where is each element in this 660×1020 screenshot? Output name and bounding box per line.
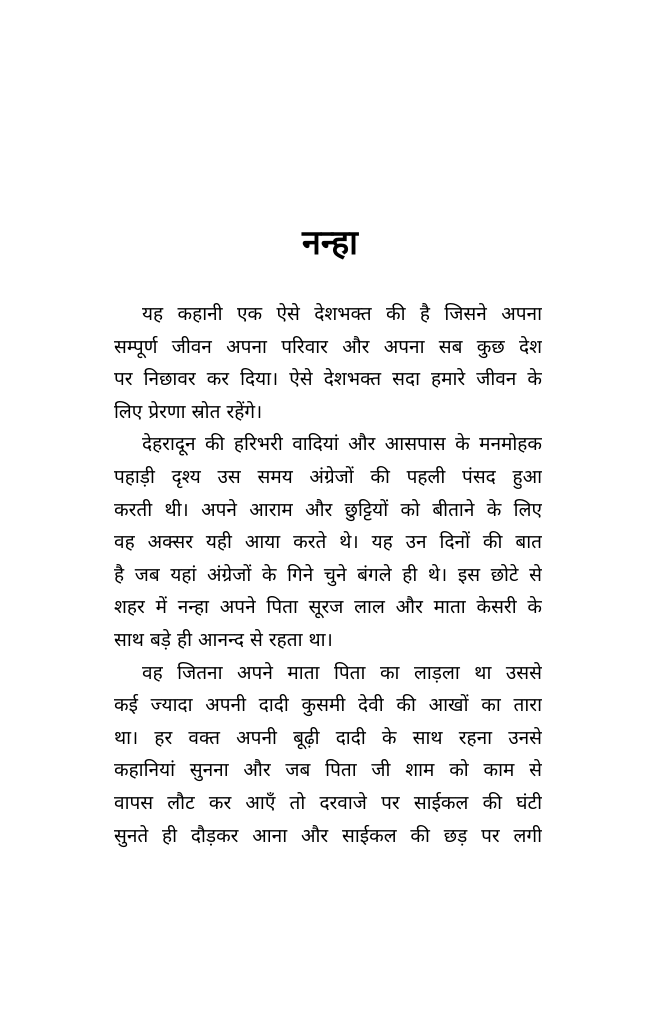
text-line: लिए प्रेरणा स्रोत रहेंगे।: [114, 400, 263, 423]
text-line: था। हर वक्त अपनी बूढ़ी दादी के साथ रहना उनसे: [114, 726, 542, 749]
text-line: साथ बड़े ही आनन्द से रहता था।: [114, 628, 333, 651]
story-text: [114, 298, 542, 852]
text-line: देहरादून की हरिभरी वादियां और आसपास के मनमोहक: [142, 433, 542, 456]
text-line: सम्पूर्ण जीवन अपना परिवार और अपना सब कुछ देश: [114, 335, 542, 358]
chapter-title: नन्हा: [302, 223, 358, 263]
text-line: शहर में नन्हा अपने पिता सूरज लाल और माता केसरी के: [114, 596, 542, 619]
text-line: कहानियां सुनना और जब पिता जी शाम को काम से: [114, 759, 542, 782]
text-line: वह जितना अपने माता पिता का लाड़ला था उससे: [142, 661, 542, 684]
text-line: वह अक्सर यही आया करते थे। यह उन दिनों की बात: [114, 531, 542, 554]
text-line: करती थी। अपने आराम और छुट्टियों को बीताने के लिए: [114, 498, 542, 521]
text-line: सुनते ही दौड़कर आना और साईकल की छड़ पर लगी: [114, 824, 542, 847]
text-line: कई ज्यादा अपनी दादी कुसमी देवी की आखों का तारा: [114, 694, 542, 717]
text-line: पहाड़ी दृश्य उस समय अंग्रेजों की पहली पंसद हुआ: [114, 465, 542, 488]
text-line: पर निछावर कर दिया। ऐसे देशभक्त सदा हमारे जीवन के: [114, 368, 542, 391]
text-line: वापस लौट कर आएँ तो दरवाजे पर साईकल की घंटी: [114, 791, 542, 814]
text-line: यह कहानी एक ऐसे देशभक्त की है जिसने अपना: [142, 303, 542, 325]
text-line: है जब यहां अंग्रेजों के गिने चुने बंगले ही थे। इस छोटे से: [114, 563, 542, 586]
